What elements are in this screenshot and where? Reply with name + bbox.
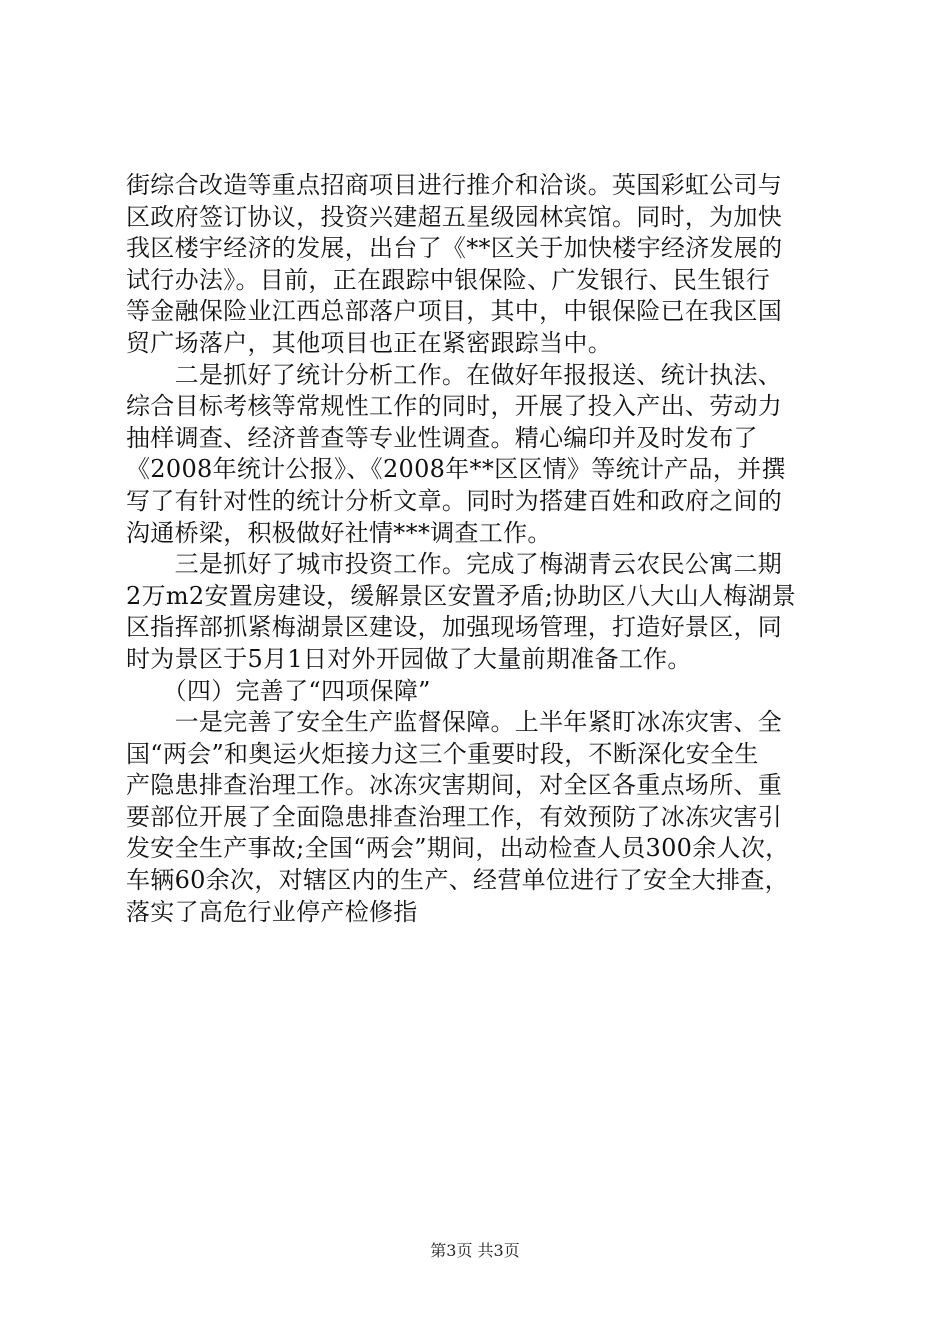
- body-text: [126, 170, 826, 928]
- text-line: 综合目标考核等常规性工作的同时，开展了投入产出、劳动力: [126, 392, 783, 421]
- text-line: 沟通桥梁，积极做好社情***调查工作。: [126, 518, 552, 547]
- text-line: 街综合改造等重点招商项目进行推介和洽谈。英国彩虹公司与: [126, 171, 783, 199]
- text-line: 国“两会”和奥运火炬接力这三个重要时段，不断深化安全生: [126, 739, 759, 768]
- text-line: 一是完善了安全生产监督保障。上半年紧盯冰冻灾害、全: [126, 708, 783, 737]
- text-line: 2万m2安置房建设，缓解景区安置矛盾;协助区八大山人梅湖景: [126, 581, 797, 610]
- text-line: 车辆60余次，对辖区内的生产、经营单位进行了安全大排查，: [126, 866, 789, 895]
- text-line: 试行办法》。目前，正在跟踪中银保险、广发银行、民生银行: [126, 265, 771, 294]
- text-line: 时为景区于5月1日对外开园做了大量前期准备工作。: [126, 644, 692, 673]
- text-line: 抽样调查、经济普查等专业性调查。精心编印并及时发布了: [126, 423, 758, 452]
- text-line: 我区楼宇经济的发展，出台了《**区关于加快楼宇经济发展的: [126, 234, 783, 263]
- text-line: 区政府签订协议，投资兴建超五星级园林宾馆。同时，为加快: [126, 202, 783, 231]
- text-line: 写了有针对性的统计分析文章。同时为搭建百姓和政府之间的: [126, 486, 783, 515]
- text-line: 落实了高危行业停产检修指: [126, 897, 418, 926]
- text-line: 区指挥部抓紧梅湖景区建设，加强现场管理，打造好景区，同: [126, 613, 783, 642]
- section-heading: （四）完善了“四项保障”: [126, 676, 431, 705]
- text-line: 三是抓好了城市投资工作。完成了梅湖青云农民公寓二期: [126, 550, 783, 579]
- page-number: 第3页 共3页: [430, 1241, 520, 1260]
- page-footer: [0, 1240, 950, 1262]
- text-line: 要部位开展了全面隐患排查治理工作，有效预防了冰冻灾害引: [126, 802, 783, 831]
- text-line: 发安全生产事故;全国“两会”期间，出动检查人员300余人次，: [126, 834, 790, 863]
- text-line: 二是抓好了统计分析工作。在做好年报报送、统计执法、: [126, 360, 783, 389]
- text-line: 《2008年统计公报》、《2008年**区区情》等统计产品，并撰: [126, 455, 786, 484]
- text-line: 等金融保险业江西总部落户项目，其中，中银保险已在我区国: [126, 297, 783, 326]
- text-line: 贸广场落户，其他项目也正在紧密跟踪当中。: [126, 328, 612, 357]
- text-line: 产隐患排查治理工作。冰冻灾害期间，对全区各重点场所、重: [126, 771, 783, 800]
